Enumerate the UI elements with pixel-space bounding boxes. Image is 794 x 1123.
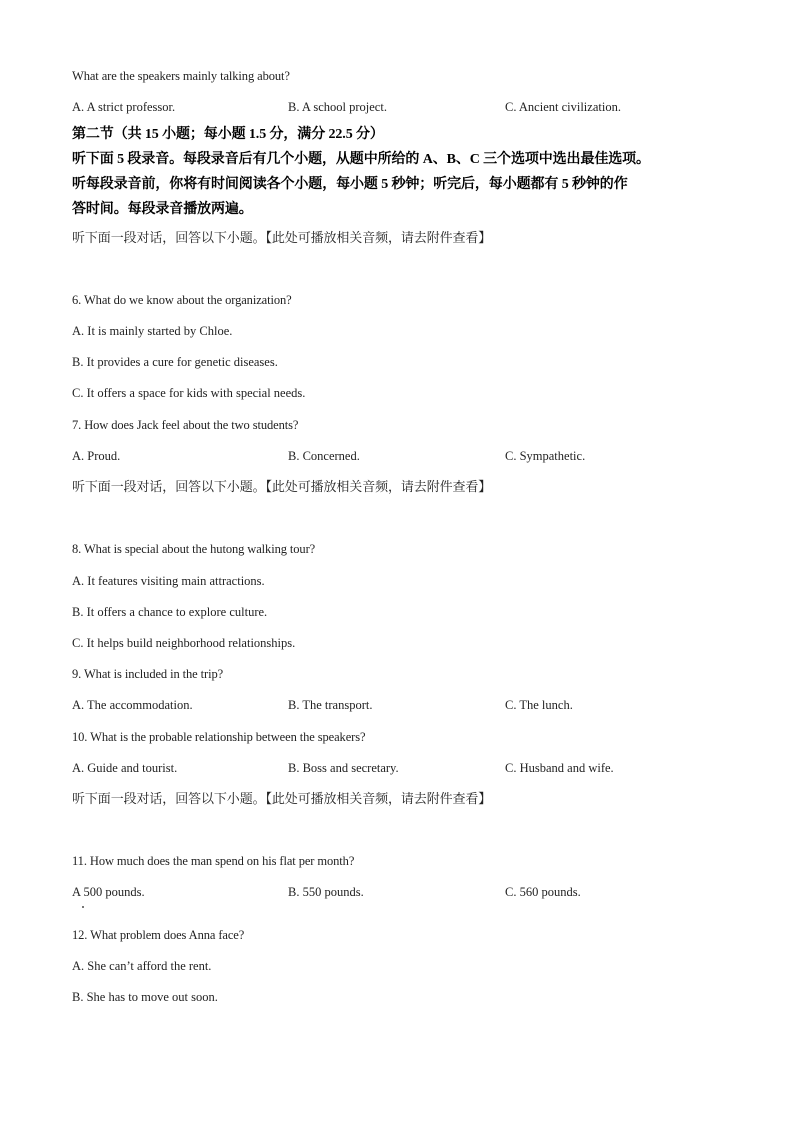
audio-note-1: 听下面一段对话，回答以下小题。【此处可播放相关音频，请去附件查看】 [72, 230, 492, 245]
section2-instruction-1: 听下面 5 段录音。每段录音后有几个小题，从题中所给的 A、B、C 三个选项中选出最佳选项。 [72, 152, 650, 167]
question-12-text: 12. What problem does Anna face? [72, 928, 245, 942]
q5-option-b: B. A school project. [288, 100, 387, 114]
q7-option-b: B. Concerned. [288, 449, 360, 463]
q8-option-a: A. It features visiting main attractions. [72, 574, 265, 588]
q11-option-c: C. 560 pounds. [505, 885, 581, 899]
q8-option-c: C. It helps build neighborhood relationships. [72, 636, 296, 650]
audio-note-2: 听下面一段对话，回答以下小题。【此处可播放相关音频，请去附件查看】 [72, 479, 492, 494]
q6-option-a: A. It is mainly started by Chloe. [72, 324, 233, 338]
q11-option-a: A 500 pounds. [72, 885, 145, 899]
q10-option-a: A. Guide and tourist. [72, 761, 178, 775]
audio-note-3: 听下面一段对话，回答以下小题。【此处可播放相关音频，请去附件查看】 [72, 791, 492, 806]
q5-option-c: C. Ancient civilization. [505, 100, 621, 114]
q6-option-b: B. It provides a cure for genetic diseases. [72, 355, 278, 369]
q7-option-a: A. Proud. [72, 449, 121, 463]
question-6-text: 6. What do we know about the organization? [72, 293, 292, 307]
q7-option-c: C. Sympathetic. [505, 449, 586, 463]
question-9-text: 9. What is included in the trip? [72, 667, 224, 681]
q9-option-a: A. The accommodation. [72, 698, 193, 712]
q9-option-b: B. The transport. [288, 698, 373, 712]
section2-instruction-2: 听每段录音前，你将有时间阅读各个小题，每小题 5 秒钟；听完后，每小题都有 5 秒钟的作 [72, 177, 628, 192]
q10-option-c: C. Husband and wife. [505, 761, 614, 775]
q5-option-a: A. A strict professor. [72, 100, 176, 114]
section2-instruction-3: 答时间。每段录音播放两遍。 [72, 202, 253, 217]
question-8-text: 8. What is special about the hutong walking tour? [72, 542, 316, 556]
question-11-text: 11. How much does the man spend on his flat per month? [72, 854, 355, 868]
stray-dot [82, 906, 84, 908]
q9-option-c: C. The lunch. [505, 698, 573, 712]
question-10-text: 10. What is the probable relationship between the speakers? [72, 730, 366, 744]
q11-option-b: B. 550 pounds. [288, 885, 364, 899]
question-5-text: What are the speakers mainly talking about? [72, 69, 290, 83]
question-7-text: 7. How does Jack feel about the two students? [72, 418, 299, 432]
section2-heading: 第二节（共 15 小题；每小题 1.5 分，满分 22.5 分） [72, 127, 384, 142]
q12-option-a: A. She can’t afford the rent. [72, 959, 212, 973]
q6-option-c: C. It offers a space for kids with special needs. [72, 386, 306, 400]
q12-option-b: B. She has to move out soon. [72, 990, 218, 1004]
q8-option-b: B. It offers a chance to explore culture. [72, 605, 268, 619]
q10-option-b: B. Boss and secretary. [288, 761, 399, 775]
